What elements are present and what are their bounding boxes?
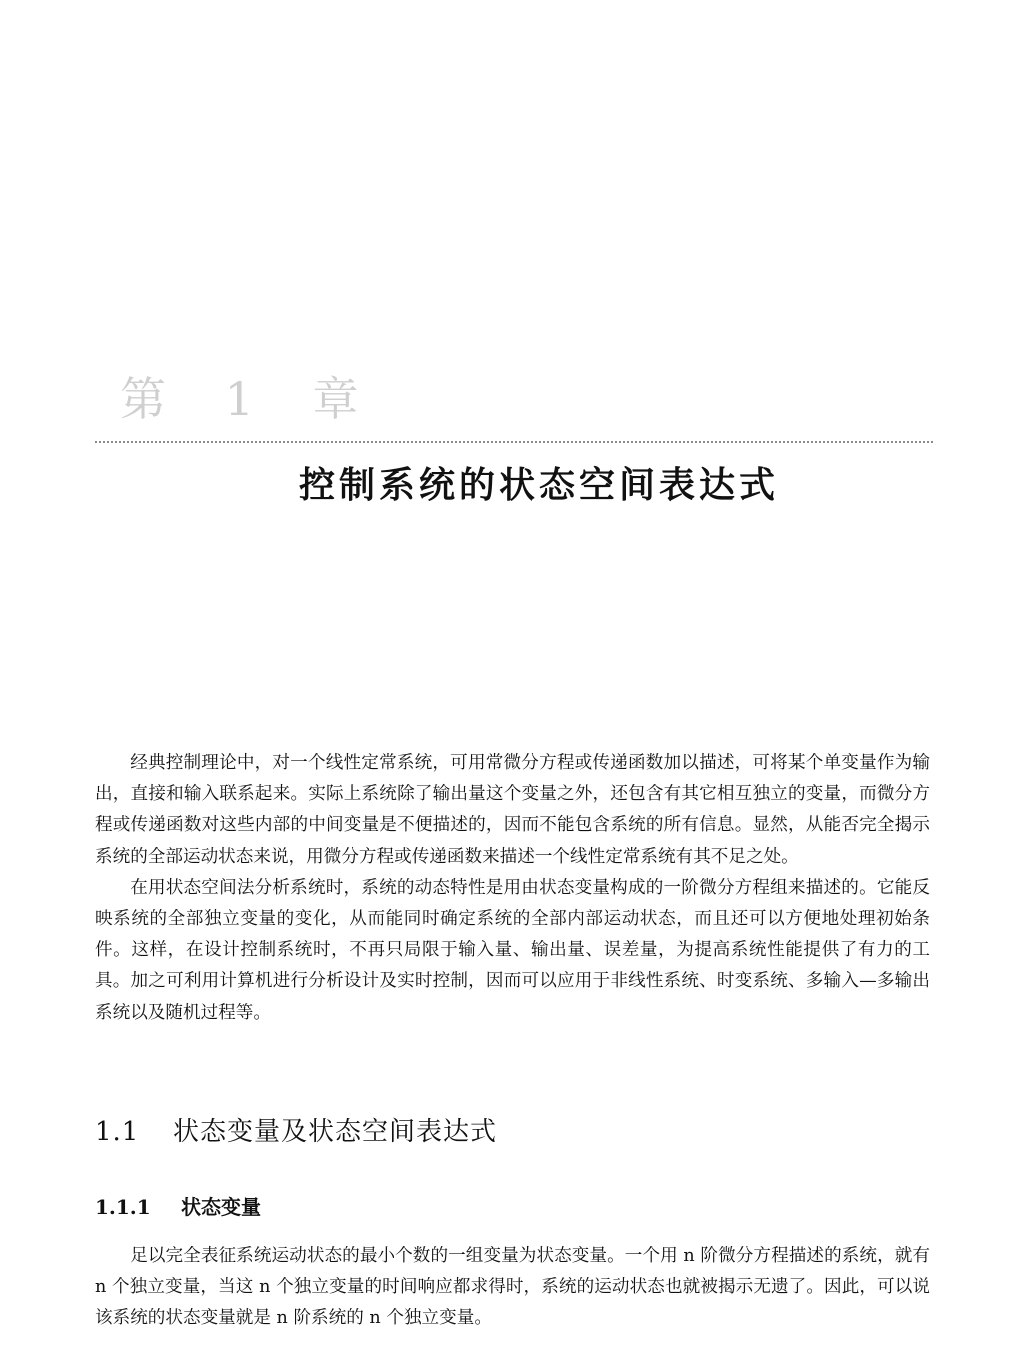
- section-number: 1.1: [95, 1117, 140, 1147]
- chapter-title: 控制系统的状态空间表达式: [298, 465, 779, 506]
- subsection-text: [95, 1241, 930, 1335]
- chapter-number: 第 1 章: [120, 372, 381, 426]
- subsection-number: 1.1.1: [95, 1195, 151, 1219]
- subsection-heading: [95, 1195, 261, 1219]
- subsection-title: 状态变量: [181, 1195, 261, 1219]
- intro-text: [95, 748, 930, 1029]
- subsection-paragraph-1: 足以完全表征系统运动状态的最小个数的一组变量为状态变量。一个用 n 阶微分方程描述的系统，就有 n 个独立变量，当这 n 个独立变量的时间响应都求得时，系统的运动状态也就被揭示无遗了。因此，可以说该系统的状态变量就是 n 阶系统的 n 个独立变量。: [95, 1246, 930, 1329]
- chapter-divider: [95, 441, 933, 443]
- section-heading: [95, 1117, 497, 1148]
- intro-paragraph-1: 经典控制理论中，对一个线性定常系统，可用常微分方程或传递函数加以描述，可将某个单变量作为输出，直接和输入联系起来。实际上系统除了输出量这个变量之外，还包含有其它相互独立的变量，而微分方程或传递函数对这些内部的中间变量是不便描述的，因而不能包含系统的所有信息。显然，从能否完全揭示系统的全部运动状态来说，用微分方程或传递函数来描述一个线性定常系统有其不足之处。: [95, 753, 930, 867]
- section-title: 状态变量及状态空间表达式: [173, 1117, 498, 1147]
- intro-paragraph-2: 在用状态空间法分析系统时，系统的动态特性是用由状态变量构成的一阶微分方程组来描述的。它能反映系统的全部独立变量的变化，从而能同时确定系统的全部内部运动状态，而且还可以方便地处理初始条件。这样，在设计控制系统时，不再只局限于输入量、输出量、误差量，为提高系统性能提供了有力的工具。加之可利用计算机进行分析设计及实时控制，因而可以应用于非线性系统、时变系统、多输入—多输出系统以及随机过程等。: [95, 877, 930, 1023]
